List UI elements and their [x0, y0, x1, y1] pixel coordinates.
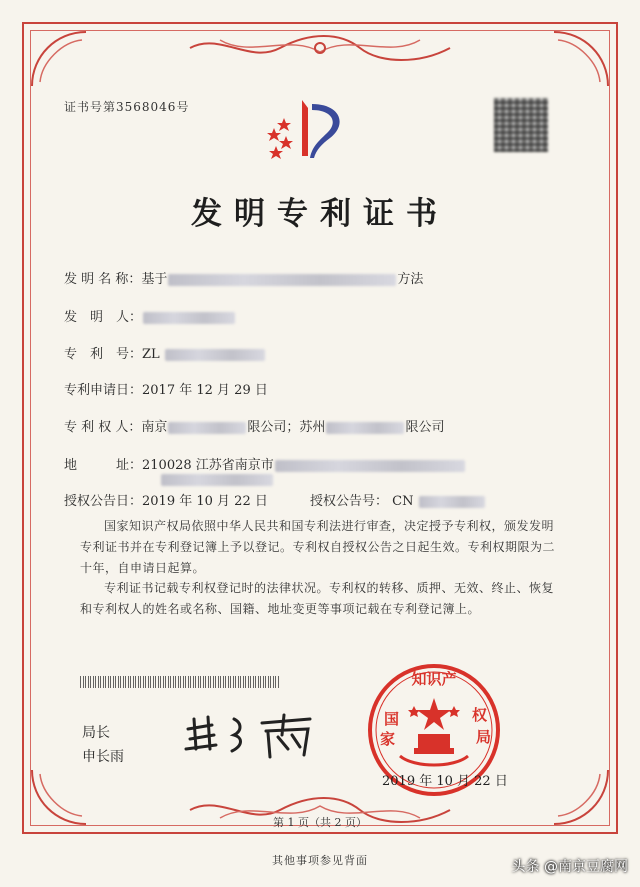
body-paragraph-1: 国家知识产权局依照中华人民共和国专利法进行审查，决定授予专利权，颁发发明专利证书并在专利登记簿上予以登记。专利权自授权公告之日起生效。专利权期限为二十年，自申请日起算。 [80, 519, 556, 575]
redacted-text [143, 312, 235, 324]
qr-code [494, 98, 548, 152]
invention-name-label: 发 明 名 称： [64, 272, 142, 287]
grant-date-label: 授权公告日： [64, 494, 143, 509]
director-title: 局长 [82, 725, 110, 741]
page-number: 第 1 页（共 2 页） [273, 816, 367, 829]
patent-number-label: 专 利 号： [64, 347, 143, 362]
director-signature-icon [180, 705, 330, 765]
address-label: 地 址： [64, 458, 143, 473]
patentee-part2: 限公司；苏州 [247, 420, 326, 435]
address-prefix: 210028 江苏省南京市 [142, 458, 274, 473]
svg-text:权: 权 [472, 706, 488, 724]
patentee-part1: 南京 [141, 420, 168, 435]
inventor-row [64, 306, 236, 325]
page-title: 发明专利证书 [191, 196, 449, 232]
watermark: 头条 @南京豆腐网 [511, 859, 628, 875]
grant-number-label: 授权公告号： [310, 494, 389, 509]
address-row-2 [160, 472, 274, 487]
svg-text:家: 家 [380, 730, 396, 748]
redacted-text [419, 496, 485, 508]
seal-date: 2019 年 10 月 22 日 [382, 774, 508, 789]
patentee-label: 专 利 权 人： [64, 420, 142, 435]
redacted-text [326, 422, 404, 434]
invention-name-suffix: 方法 [397, 272, 424, 287]
redacted-text [168, 422, 246, 434]
inventor-label: 发 明 人： [64, 310, 143, 325]
patentee-row [64, 416, 444, 435]
patent-number-row [64, 343, 266, 362]
svg-text:局: 局 [476, 728, 492, 746]
grant-date-row [64, 490, 268, 509]
filing-date-row [64, 379, 268, 398]
svg-text:国: 国 [384, 710, 400, 728]
invention-name-row [64, 268, 423, 287]
redacted-text [168, 274, 396, 286]
director-name: 申长雨 [82, 749, 124, 765]
cnipa-logo-icon [260, 94, 360, 164]
address-row [64, 454, 466, 473]
patent-number-prefix: ZL [142, 347, 160, 362]
grant-date-value: 2019 年 10 月 22 日 [142, 494, 268, 509]
redacted-text [165, 349, 265, 361]
patentee-part3: 限公司 [405, 420, 445, 435]
footer-note: 其他事项参见背面 [272, 854, 368, 867]
grant-number-row [310, 490, 486, 509]
top-ornament [180, 30, 460, 66]
corner-ornament-tl [26, 26, 96, 96]
filing-date-value: 2017 年 12 月 29 日 [142, 383, 268, 398]
svg-text:知识产: 知识产 [411, 670, 457, 688]
body-paragraph-2: 专利证书记载专利权登记时的法律状况。专利权的转移、质押、无效、终止、恢复和专利权人的姓名或名称、国籍、地址变更等事项记载在专利登记簿上。 [80, 581, 555, 616]
grant-number-prefix: CN [392, 494, 414, 509]
certificate-number: 证书号第3568046号 [64, 100, 190, 114]
invention-name-prefix: 基于 [141, 272, 168, 287]
redacted-text [161, 474, 273, 486]
filing-date-label: 专利申请日： [64, 383, 143, 398]
corner-ornament-tr [544, 26, 614, 96]
barcode [80, 676, 280, 688]
redacted-text [275, 460, 465, 472]
